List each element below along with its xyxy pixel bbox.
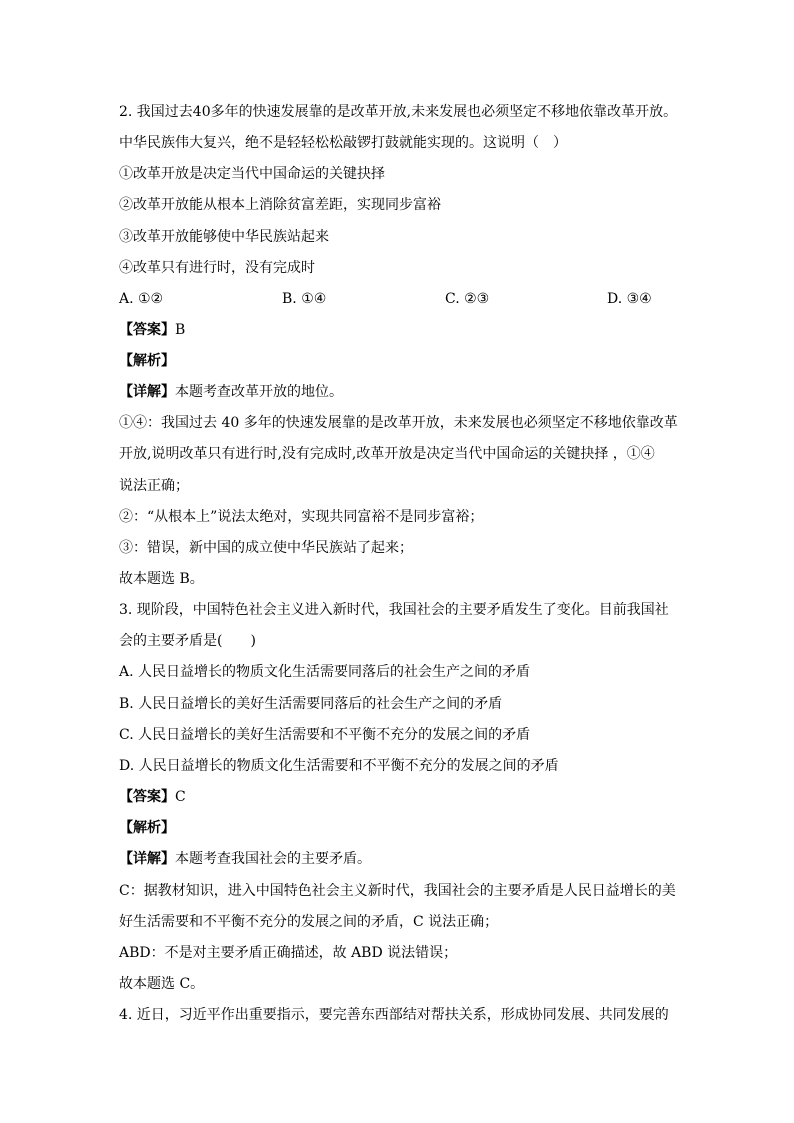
q3-explain-4: 故本题选 C。 <box>119 976 205 992</box>
q3-detail-intro: 本题考查我国社会的主要矛盾。 <box>175 851 371 867</box>
q2-statement-1: ①改革开放是决定当代中国命运的关键抉择 <box>119 166 385 182</box>
q2-explain-2: 开放,说明改革只有进行时,没有完成时,改革开放是决定当代中国命运的关键抉择 ，①④ <box>119 446 655 462</box>
q3-stem-line2: 会的主要矛盾是( ) <box>119 633 256 649</box>
q2-answer-tag: 【答案】 <box>119 322 175 338</box>
q2-statement-2: ②改革开放能从根本上消除贫富差距，实现同步富裕 <box>119 197 441 213</box>
q2-detail-intro: 本题考查改革开放的地位。 <box>175 384 343 400</box>
q3-option-b: B. 人民日益增长的美好生活需要同落后的社会生产之间的矛盾 <box>119 696 503 712</box>
q3-explain-2: 好生活需要和不平衡不充分的发展之间的矛盾，C 说法正确； <box>119 914 499 930</box>
q3-explain-1: C：据教材知识，进入中国特色社会主义新时代，我国社会的主要矛盾是人民日益增长的美 <box>119 883 676 899</box>
q4-stem-line1: 4. 近日，习近平作出重要指示，要完善东西部结对帮扶关系，形成协同发展、共同发展的 <box>119 1007 669 1023</box>
q2-answer <box>119 320 185 340</box>
q2-statement-3: ③改革开放能够使中华民族站起来 <box>119 229 329 245</box>
q2-detail <box>119 382 343 402</box>
q2-explain-5: ③：错误，新中国的成立使中华民族站了起来； <box>119 540 413 556</box>
q2-stem-line1: 2. 我国过去40多年的快速发展靠的是改革开放,未来发展也必须坚定不移地依靠改革开放。 <box>119 104 678 120</box>
q2-answer-value: B <box>175 322 186 338</box>
q2-stem-line2: 中华民族伟大复兴，绝不是轻轻松松敲锣打鼓就能实现的。这说明（ ） <box>119 135 567 151</box>
q2-detail-tag: 【详解】 <box>119 384 175 400</box>
q3-option-c: C. 人民日益增长的美好生活需要和不平衡不充分的发展之间的矛盾 <box>119 727 531 743</box>
q2-explain-4: ②：“从根本上”说法太绝对，实现共同富裕不是同步富裕； <box>119 509 484 525</box>
q2-analysis-tag: 【解析】 <box>119 353 175 369</box>
q3-answer-value: C <box>175 789 186 805</box>
q3-option-d: D. 人民日益增长的物质文化生活需要和不平衡不充分的发展之间的矛盾 <box>119 758 559 774</box>
q2-option-b: B. ①④ <box>282 291 327 307</box>
q2-explain-3: 说法正确； <box>119 478 189 494</box>
q2-option-c: C. ②③ <box>445 291 490 307</box>
q2-statement-4: ④改革只有进行时，没有完成时 <box>119 260 315 276</box>
q3-answer <box>119 787 186 807</box>
q3-detail <box>119 849 371 869</box>
q2-explain-6: 故本题选 B。 <box>119 571 204 587</box>
q3-explain-3: ABD：不是对主要矛盾正确描述，故 ABD 说法错误； <box>119 945 458 961</box>
q2-option-a: A. ①② <box>119 291 164 307</box>
q3-stem-line1: 3. 现阶段，中国特色社会主义进入新时代，我国社会的主要矛盾发生了变化。目前我国社 <box>119 602 669 618</box>
q3-detail-tag: 【详解】 <box>119 851 175 867</box>
q3-analysis-tag: 【解析】 <box>119 820 175 836</box>
q3-answer-tag: 【答案】 <box>119 789 175 805</box>
q3-option-a: A. 人民日益增长的物质文化生活需要同落后的社会生产之间的矛盾 <box>119 664 531 680</box>
q2-explain-1: ①④：我国过去 40 多年的快速发展靠的是改革开放，未来发展也必须坚定不移地依靠改革 <box>119 415 678 431</box>
q2-option-d: D. ③④ <box>607 291 652 307</box>
